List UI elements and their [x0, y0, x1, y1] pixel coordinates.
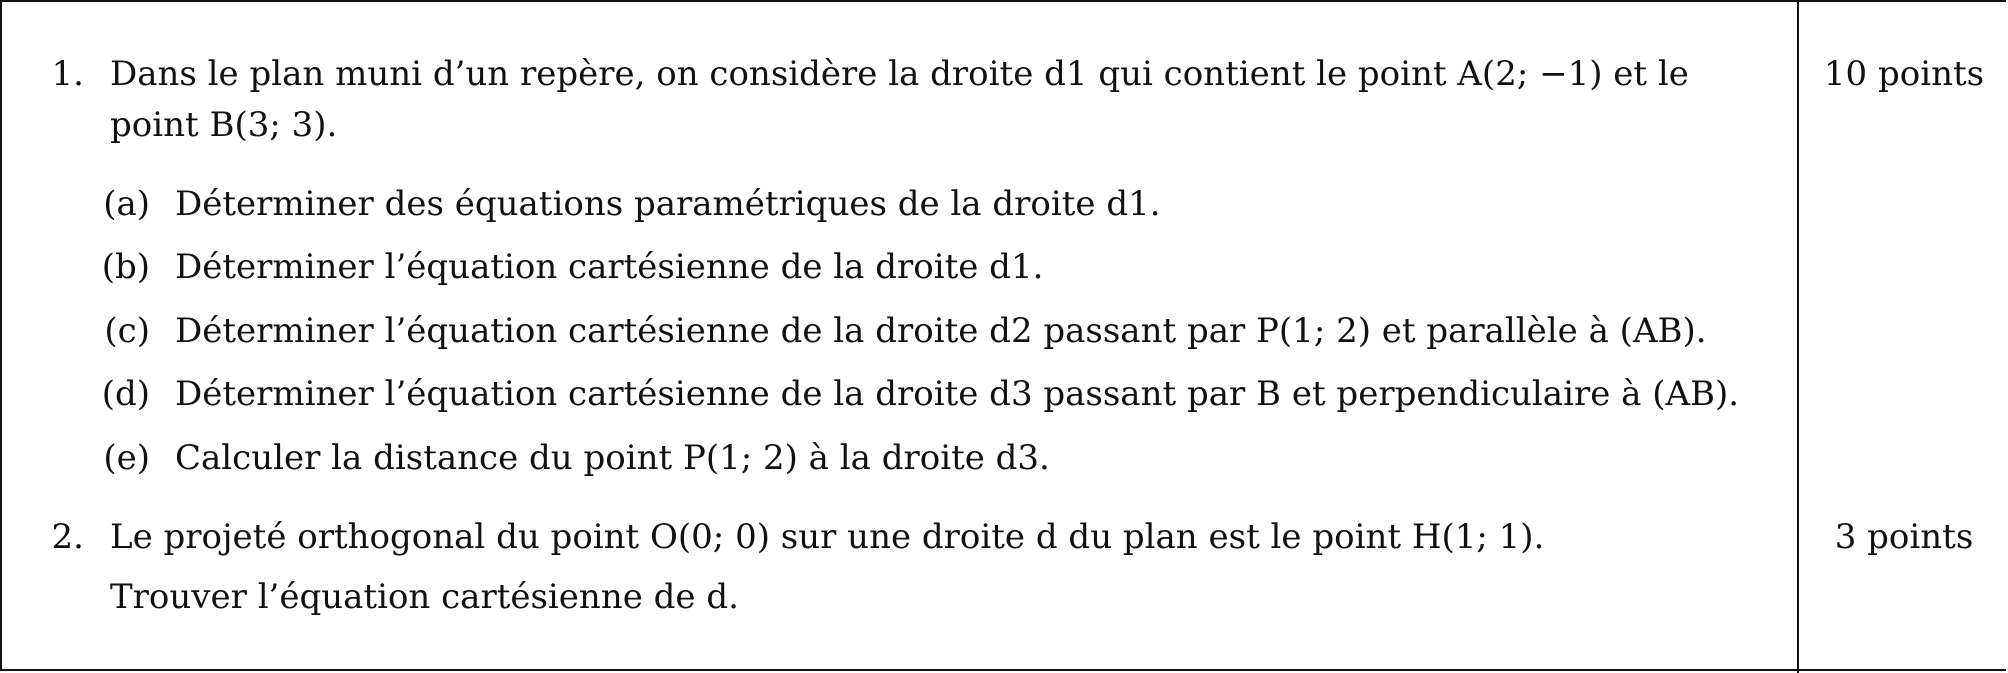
exercise-1-text-line1: Dans le plan muni d’un repère, on considère la droite d1 qui contient le point A(2; −1) et le	[110, 54, 1689, 94]
exercise-1-number: 1.	[51, 54, 84, 94]
exercise-2-text-line2: Trouver l’équation cartésienne de d.	[110, 577, 739, 617]
item-label-d: (d)	[101, 374, 150, 414]
item-label-e: (e)	[103, 438, 150, 478]
item-label-c: (c)	[104, 311, 150, 351]
exercise-2-text-line1: Le projeté orthogonal du point O(0; 0) sur une droite d du plan est le point H(1; 1).	[110, 517, 1545, 557]
exercise-1-points: 10 points	[1823, 54, 1985, 94]
exercise-2-number: 2.	[51, 517, 84, 557]
exercise-2-points: 3 points	[1834, 517, 1974, 557]
item-text-b: Déterminer l’équation cartésienne de la droite d1.	[175, 247, 1044, 287]
column-divider	[1797, 0, 1799, 673]
exercise-1-text-line2: point B(3; 3).	[110, 105, 338, 145]
item-text-e: Calculer la distance du point P(1; 2) à la droite d3.	[175, 438, 1050, 478]
item-text-c: Déterminer l’équation cartésienne de la droite d2 passant par P(1; 2) et parallèle à (AB).	[175, 311, 1707, 351]
item-text-d: Déterminer l’équation cartésienne de la droite d3 passant par B et perpendiculaire à (AB).	[175, 374, 1740, 414]
item-text-a: Déterminer des équations paramétriques de la droite d1.	[175, 184, 1161, 224]
item-label-b: (b)	[101, 247, 150, 287]
item-label-a: (a)	[103, 184, 150, 224]
